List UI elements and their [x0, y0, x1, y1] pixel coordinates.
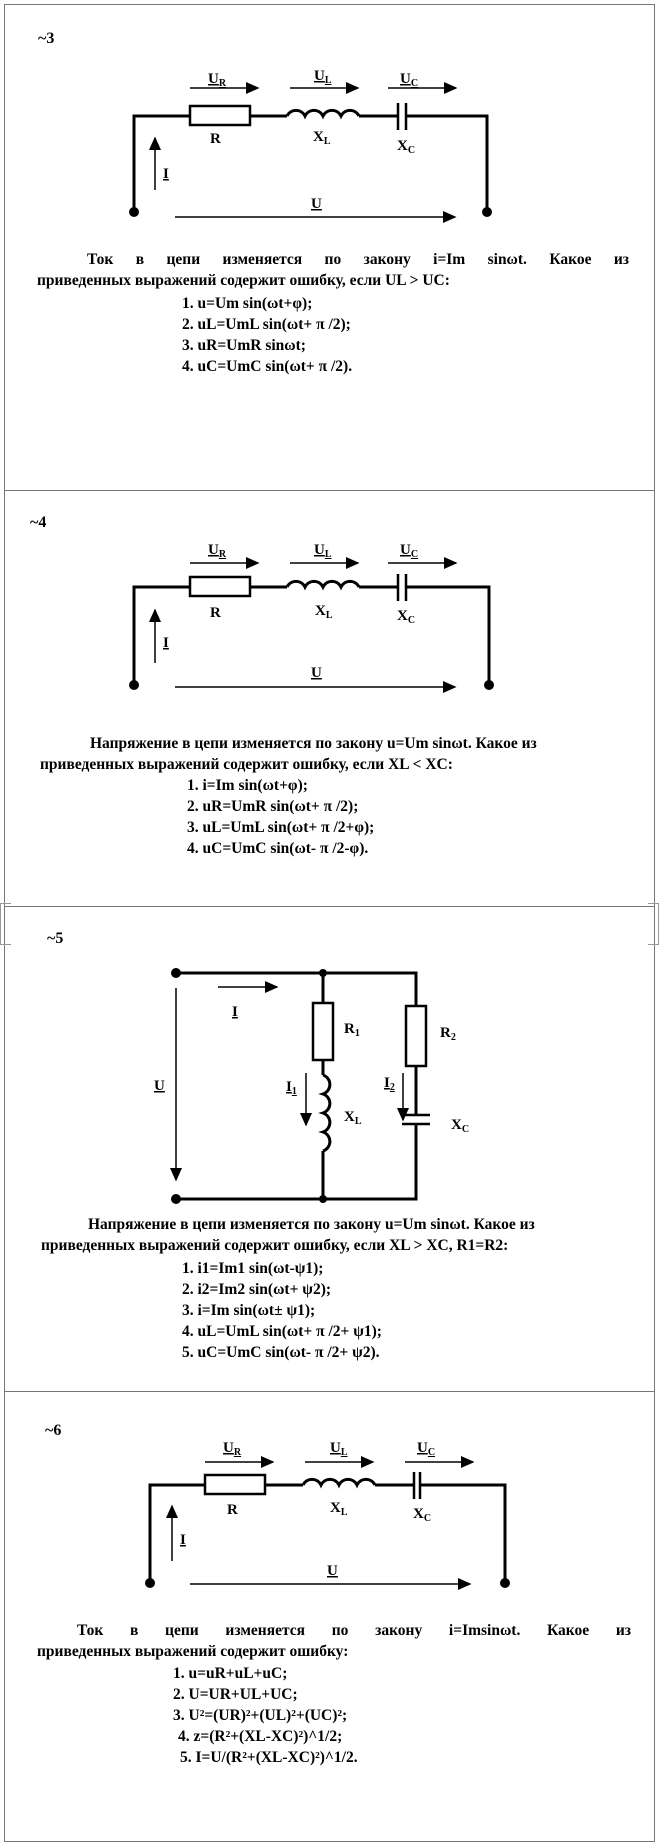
answer-option[interactable]: 2. U=UR+UL+UC; [173, 1686, 298, 1703]
label-u: U [154, 1078, 165, 1094]
answer-option[interactable]: 2. i2=Im2 sin(ωt+ ψ2); [182, 1281, 332, 1298]
answer-option[interactable]: 5. I=U/(R²+(XL-XC)²)^1/2. [180, 1749, 358, 1766]
question-text: Напряжение в цепи изменяется по закону u=Um sinωt. Какое из приведенных выражений содержит ошибку, если XL > XC, R1=R2: [41, 1216, 535, 1254]
answer-option[interactable]: 2. uL=UmL sin(ωt+ π /2); [182, 316, 351, 333]
label-xl: $X_L$ [344, 1109, 362, 1127]
label-uc: $U_C$ [400, 71, 419, 89]
terminal-right [500, 1578, 510, 1588]
label-r: R [210, 131, 221, 147]
question-text: Ток в цепи изменяется по закону i=Imsinωt. Какое из приведенных выражений содержит ошибку: [37, 1622, 631, 1660]
answer-option[interactable]: 3. i=Im sin(ωt± ψ1); [182, 1302, 316, 1319]
label-xc: $X_C$ [397, 608, 416, 626]
label-r: R [227, 1502, 238, 1518]
answer-list [173, 1663, 358, 1768]
label-r1: $R_1$ [344, 1021, 360, 1039]
answer-option[interactable]: 3. uL=UmL sin(ωt+ π /2+φ); [187, 819, 375, 836]
answer-option[interactable]: 1. i=Im sin(ωt+φ); [187, 777, 308, 794]
resistor-r [205, 1475, 265, 1494]
label-u: U [327, 1563, 338, 1579]
problem-number: ~5 [47, 930, 64, 947]
problem-number: ~6 [45, 1422, 62, 1439]
label-u: U [311, 665, 322, 681]
label-i: I [163, 166, 169, 182]
label-xc: $X_C$ [413, 1506, 432, 1524]
answer-option[interactable]: 4. uC=UmC sin(ωt+ π /2). [182, 358, 353, 375]
label-ur: $U_R$ [208, 71, 227, 89]
label-xl: $X_L$ [315, 603, 333, 621]
label-xl: $X_L$ [330, 1500, 348, 1518]
label-xc: $X_C$ [397, 138, 416, 156]
answer-option[interactable]: 1. u=uR+uL+uC; [173, 1665, 288, 1682]
label-i2: $I_2$ [384, 1075, 395, 1093]
answer-option[interactable]: 1. i1=Im1 sin(ωt-ψ1); [182, 1260, 324, 1277]
answer-option[interactable]: 4. uL=UmL sin(ωt+ π /2+ ψ1); [182, 1323, 382, 1340]
answer-option[interactable]: 3. uR=UmR sinωt; [182, 337, 306, 354]
answer-option[interactable]: 2. uR=UmR sin(ωt+ π /2); [187, 798, 359, 815]
label-xl: $X_L$ [313, 129, 331, 147]
answer-option[interactable]: 1. u=Um sin(ωt+φ); [182, 295, 313, 312]
question-text: Ток в цепи изменяется по закону i=Im sinωt. Какое из приведенных выражений содержит ошибку, если UL > UC: [37, 251, 629, 289]
label-i: I [180, 1532, 186, 1548]
problem-number: ~4 [30, 514, 47, 531]
capacitor-xc [414, 1472, 420, 1499]
label-i1: $I_1$ [286, 1079, 297, 1097]
label-r2: $R_2$ [440, 1025, 456, 1043]
answer-option[interactable]: 3. U²=(UR)²+(UL)²+(UC)²; [173, 1707, 348, 1724]
label-ul: $U_L$ [314, 68, 332, 86]
answer-option[interactable]: 4. uC=UmC sin(ωt- π /2-φ). [187, 840, 369, 857]
label-ul: $U_L$ [314, 542, 332, 560]
label-i: I [163, 635, 169, 651]
label-i: I [232, 1004, 238, 1020]
label-u: U [311, 196, 322, 212]
label-ur: $U_R$ [208, 542, 227, 560]
inductor-xl [303, 1479, 375, 1485]
label-ul: $U_L$ [330, 1440, 348, 1458]
question-text: Напряжение в цепи изменяется по закону u=Um sinωt. Какое из приведенных выражений содержит ошибку, если XL < XC: [40, 735, 537, 773]
label-r: R [210, 605, 221, 621]
label-uc: $U_C$ [417, 1440, 436, 1458]
problem-number: ~3 [38, 30, 55, 47]
label-xc: $X_C$ [451, 1117, 470, 1135]
terminal-left [145, 1578, 155, 1588]
answer-option[interactable]: 4. z=(R²+(XL-XC)²)^1/2; [178, 1728, 343, 1745]
label-ur: $U_R$ [223, 1440, 242, 1458]
label-uc: $U_C$ [400, 542, 419, 560]
answer-option[interactable]: 5. uC=UmC sin(ωt- π /2+ ψ2). [182, 1344, 380, 1361]
